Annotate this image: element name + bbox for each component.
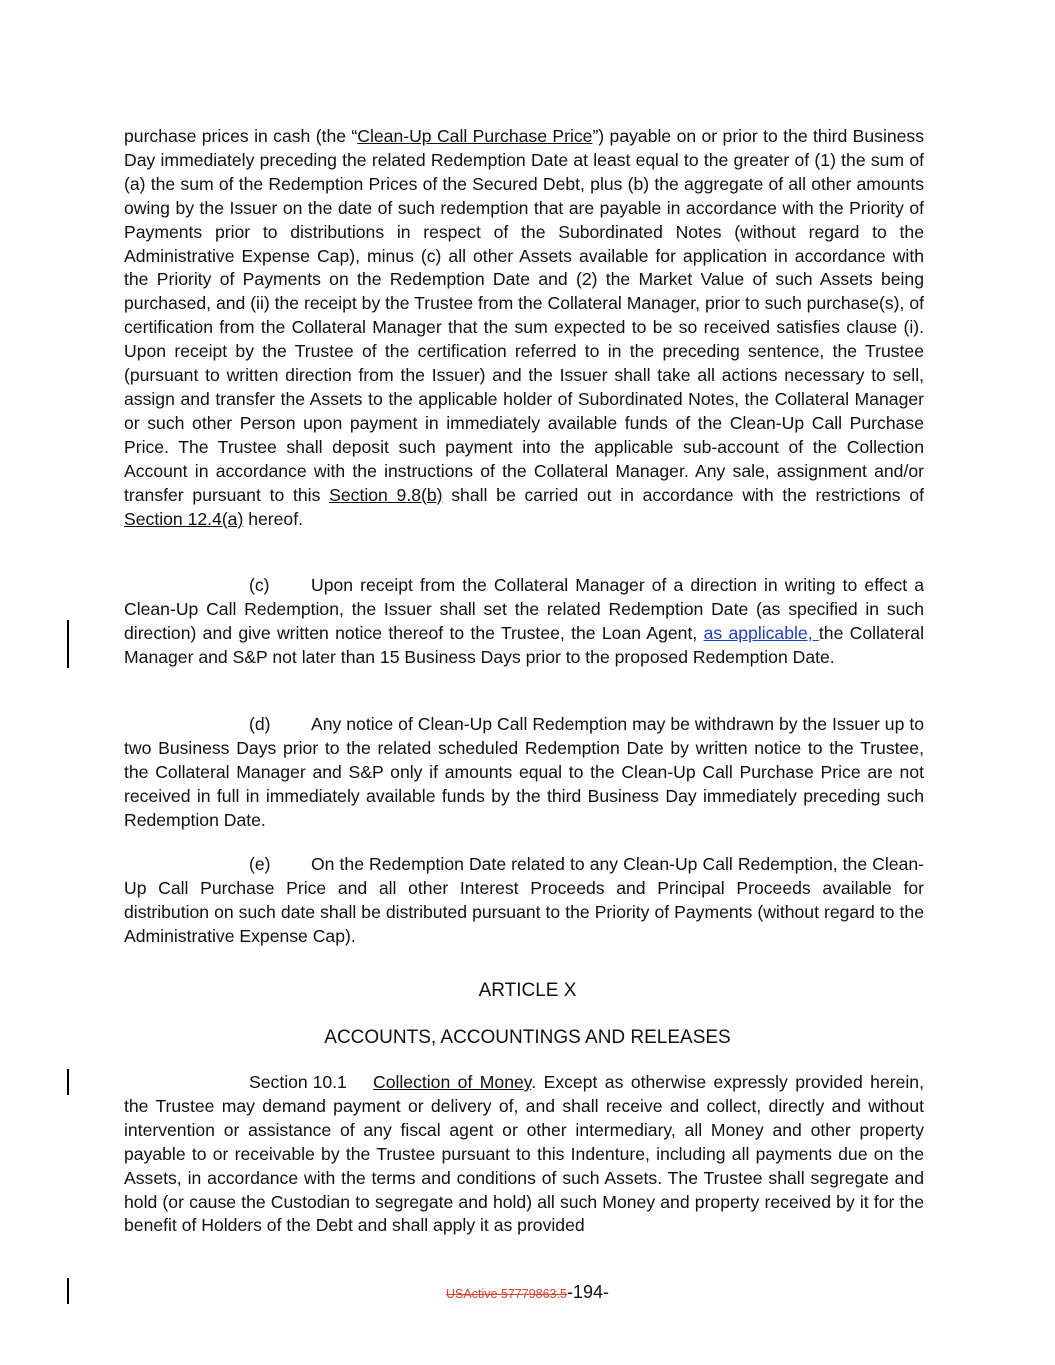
defined-term: Clean-Up Call Purchase Price [357, 126, 593, 146]
change-bar [67, 620, 69, 668]
change-bar [67, 1069, 69, 1095]
section-reference: Section 12.4(a) [124, 508, 244, 529]
paragraph-c: (c) Upon receipt from the Collateral Manager of a direction in writing to effect a Clean-Up Call Redemption, the Issuer shall set the related Redemption Date (as specified in such direction) and give written notice thereof to the Trustee, the Loan Agent, as applicable, the Collateral Manager and S&P not later than 15 Business Days prior to the proposed Redemption Date. [124, 575, 925, 667]
section-10-1: Section 10.1 Collection of Money. Except as otherwise expressly provided herein, the Trustee may demand payment or delivery of, and shall receive and collect, directly and without intervention or assistance of any fiscal agent or other intermediary, all Money and other property payable to or receivable by the Trustee pursuant to this Indenture, including all payments due on the Assets, in accordance with the terms and conditions of such Assets. The Trustee shall segregate and hold (or cause the Custodian to segregate and hold) all such Money and property received by it for the benefit of Holders of the Debt and shall apply it as provided [124, 1072, 924, 1236]
clause-label: (e) [249, 854, 271, 874]
section-heading: Collection of Money [373, 1072, 532, 1092]
clause-label: (c) [249, 575, 270, 595]
section-reference: Section 9.8(b) [329, 484, 443, 505]
clause-label: (d) [249, 714, 271, 734]
paragraph-clean-up-call-purchase-price: purchase prices in cash (the “Clean-Up Call Purchase Price”) payable on or prior to the third Business Day immediately preceding the related Redemption Date at least equal to the greater of (1) the sum of (a) the sum of the Redemption Prices of the Secured Debt, plus (b) the aggregate of all other amounts owing by the Issuer on the date of such redemption that are payable in accordance with the Priority of Payments prior to distributions in respect of the Subordinated Notes (without regard to the Administrative Expense Cap), minus (c) all other Assets available for application in accordance with the Priority of Payments on the Redemption Date and (2) the Market Value of such Assets being purchased, and (ii) the receipt by the Trustee from the Collateral Manager, prior to such purchase(s), of certification from the Collateral Manager that the sum expected to be so received satisfies clause (i). Upon receipt by the Trustee of the certification referred to in the preceding sentence, the Trustee (pursuant to written direction from the Issuer) and the Issuer shall take all actions necessary to sell, assign and transfer the Assets to the applicable holder of Subordinated Notes, the Collateral Manager or such other Person upon payment in immediately available funds of the Clean-Up Call Purchase Price. The Trustee shall deposit such payment into the applicable sub-account of the Collection Account in accordance with the instructions of the Collateral Manager. Any sale, assignment and/or transfer pursuant to this Section 9.8(b) shall be carried out in accordance with the restrictions of Section 12.4(a) hereof. [124, 126, 925, 529]
paragraph-d: (d) Any notice of Clean-Up Call Redemption may be withdrawn by the Issuer up to two Business Days prior to the related scheduled Redemption Date by written notice to the Trustee, the Collateral Manager and S&P only if amounts equal to the Clean-Up Call Purchase Price are not received in full in immediately available funds by the third Business Day immediately preceding such Redemption Date. [124, 714, 924, 830]
article-title: ACCOUNTS, ACCOUNTINGS AND RELEASES [324, 1027, 731, 1048]
page-number: -194- [566, 1282, 609, 1302]
paragraph-e: (e) On the Redemption Date related to any Clean-Up Call Redemption, the Clean-Up Call Purchase Price and all other Interest Proceeds and Principal Proceeds available for distribution on such date shall be distributed pursuant to the Priority of Payments (without regard to the Administrative Expense Cap). [124, 854, 924, 946]
section-label: Section 10.1 [249, 1072, 347, 1092]
deleted-doc-id: USActive 57779863.5 [446, 1287, 567, 1301]
article-number: ARTICLE X [478, 980, 577, 1001]
page-footer [0, 1281, 1055, 1305]
tracked-insertion: as applicable, [703, 622, 819, 643]
